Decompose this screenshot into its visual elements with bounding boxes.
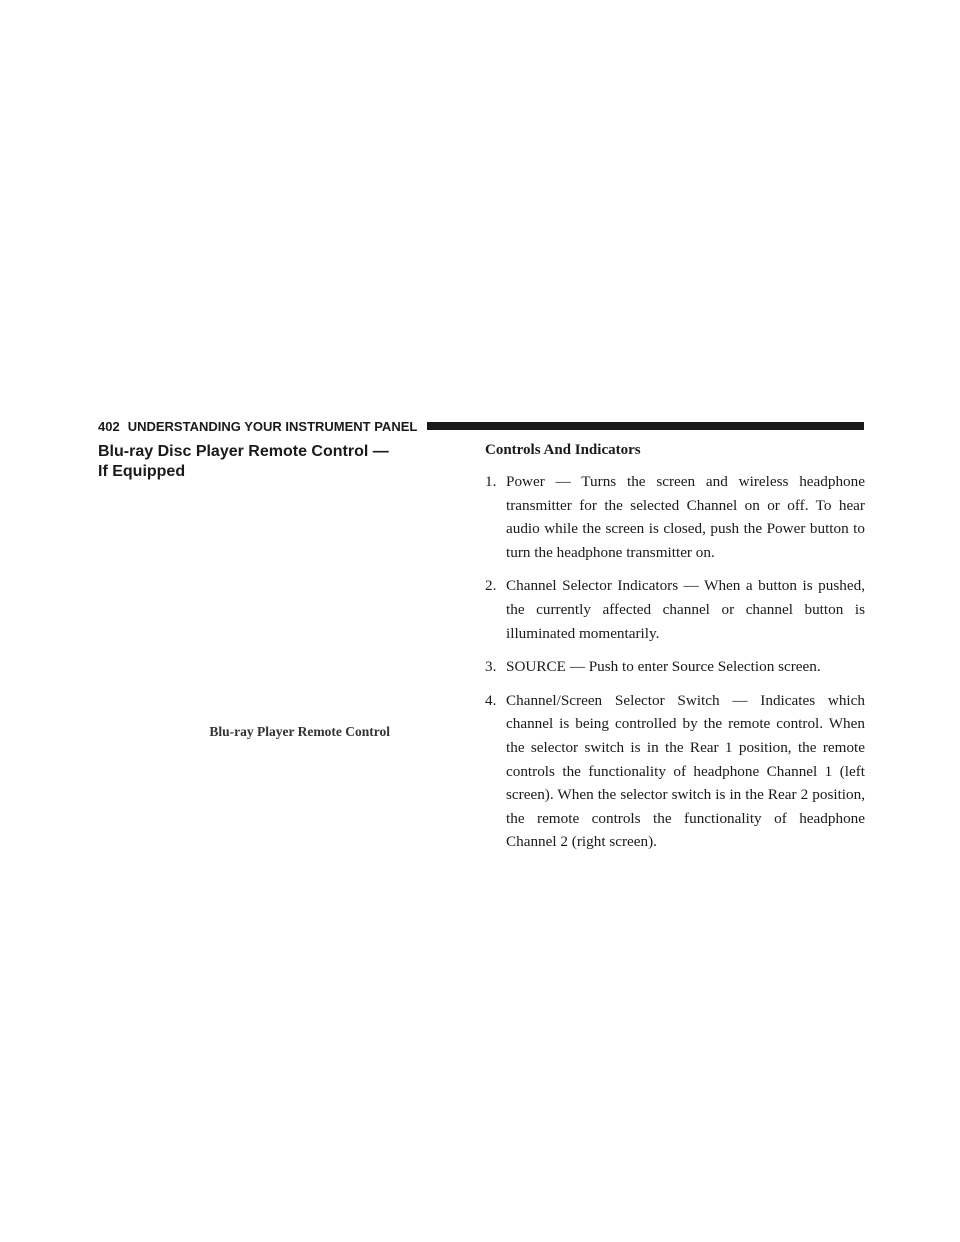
item-number: 1. xyxy=(485,473,497,490)
item-number: 2. xyxy=(485,577,497,595)
left-column xyxy=(98,442,398,482)
page-number: 402 xyxy=(98,418,120,434)
list-item xyxy=(485,574,865,645)
controls-subheading: Controls And Indicators xyxy=(485,442,641,458)
item-number: 3. xyxy=(485,658,497,676)
section-title-line-2: If Equipped xyxy=(98,463,186,480)
figure-caption: Blu-ray Player Remote Control xyxy=(209,724,390,739)
page-header xyxy=(98,416,864,436)
section-title xyxy=(98,442,398,482)
item-number: 4. xyxy=(485,691,497,709)
right-column xyxy=(485,440,865,864)
item-text: SOURCE — Push to enter Source Selection screen. xyxy=(506,658,821,676)
item-text: Channel Selector Indicators — When a button is pushed, the currently affected channel or channel button is illuminated momentarily. xyxy=(506,577,865,642)
section-title-line-1: Blu-ray Disc Player Remote Control — xyxy=(98,443,389,460)
controls-list xyxy=(485,470,865,854)
remote-control-figure xyxy=(98,490,398,720)
list-item xyxy=(485,689,865,854)
section-name: UNDERSTANDING YOUR INSTRUMENT PANEL xyxy=(127,418,418,434)
list-item xyxy=(485,470,865,564)
header-rule xyxy=(427,422,864,430)
item-text: Power — Turns the screen and wireless headphone transmitter for the selected Channel on or off. To hear audio while the screen is closed, push the Power button to turn the headphone transmitter on. xyxy=(506,473,865,561)
list-item xyxy=(485,655,865,679)
item-text: Channel/Screen Selector Switch — Indicates which channel is being controlled by the remote control. When the selector switch is in the Rear 1 position, the remote controls the functionality of headphone Channel 1 (left screen). When the selector switch is in the Rear 2 position, the remote controls the functionality of headphone Channel 2 (right screen). xyxy=(506,691,865,851)
